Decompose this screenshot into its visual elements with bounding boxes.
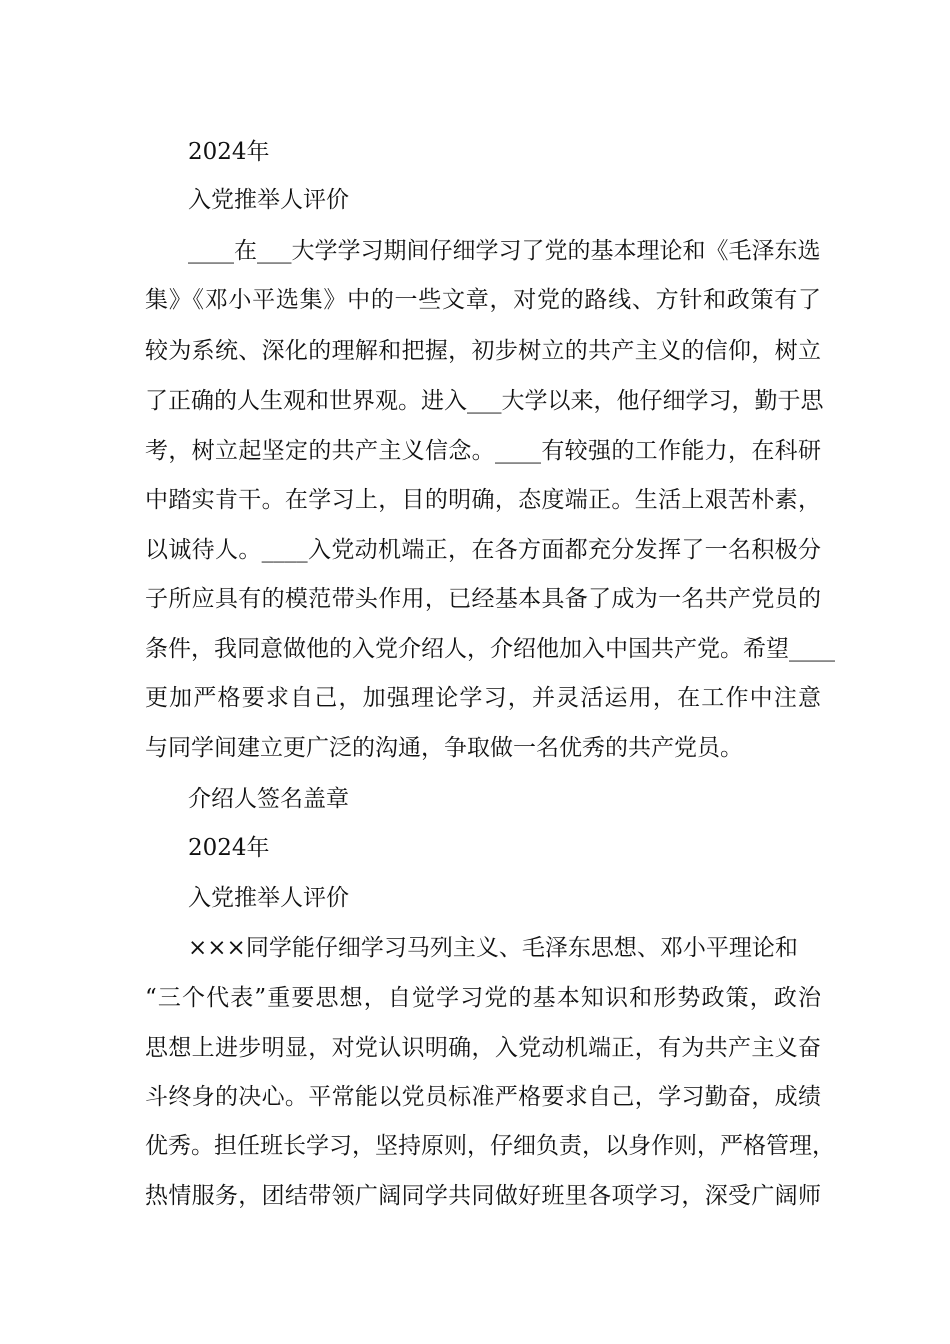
paragraph-line: 集》《邓小平选集》中的一些文章，对党的路线、方针和政策有了 (145, 287, 821, 313)
paragraph-line: 了正确的人生观和世界观。进入___大学以来，他仔细学习，勤于思 (145, 388, 824, 414)
paragraph-line: 斗终身的决心。平常能以党员标准严格要求自己，学习勤奋，成绩 (145, 1084, 821, 1110)
signature-line: 介绍人签名盖章 (188, 786, 349, 812)
paragraph-line: 思想上进步明显，对党认识明确，入党动机端正，有为共产主义奋 (145, 1035, 821, 1061)
paragraph-line: 以诚待人。____入党动机端正，在各方面都充分发挥了一名积极分 (145, 537, 821, 563)
paragraph-line: 中踏实肯干。在学习上，目的明确，态度端正。生活上艰苦朴素， (145, 487, 821, 513)
date-line: 2024年 (188, 835, 270, 861)
paragraph-line: 与同学间建立更广泛的沟通，争取做一名优秀的共产党员。 (145, 735, 743, 761)
paragraph-line: 热情服务，团结带领广阔同学共同做好班里各项学习，深受广阔师 (145, 1183, 821, 1209)
paragraph-line: “三个代表”重要思想，自觉学习党的基本知识和形势政策，政治 (145, 985, 821, 1011)
paragraph-line: 优秀。担任班长学习，坚持原则，仔细负责，以身作则，严格管理， (145, 1133, 835, 1159)
paragraph-line: 更加严格要求自己，加强理论学习，并灵活运用，在工作中注意 (145, 685, 821, 711)
paragraph-line: ×××同学能仔细学习马列主义、毛泽东思想、邓小平理论和 (188, 935, 798, 961)
paragraph-line: 较为系统、深化的理解和把握，初步树立的共产主义的信仰，树立 (145, 338, 821, 364)
section-heading: 入党推举人评价 (188, 885, 349, 911)
date-line: 2024年 (188, 139, 270, 165)
paragraph-line: ____在___大学学习期间仔细学习了党的基本理论和《毛泽东选 (188, 238, 821, 264)
section-heading: 入党推举人评价 (188, 187, 349, 213)
paragraph-line: 考，树立起坚定的共产主义信念。____有较强的工作能力，在科研 (145, 438, 821, 464)
paragraph-line: 条件，我同意做他的入党介绍人，介绍他加入中国共产党。希望____ (145, 636, 835, 662)
paragraph-line: 子所应具有的模范带头作用，已经基本具备了成为一名共产党员的 (145, 586, 821, 612)
